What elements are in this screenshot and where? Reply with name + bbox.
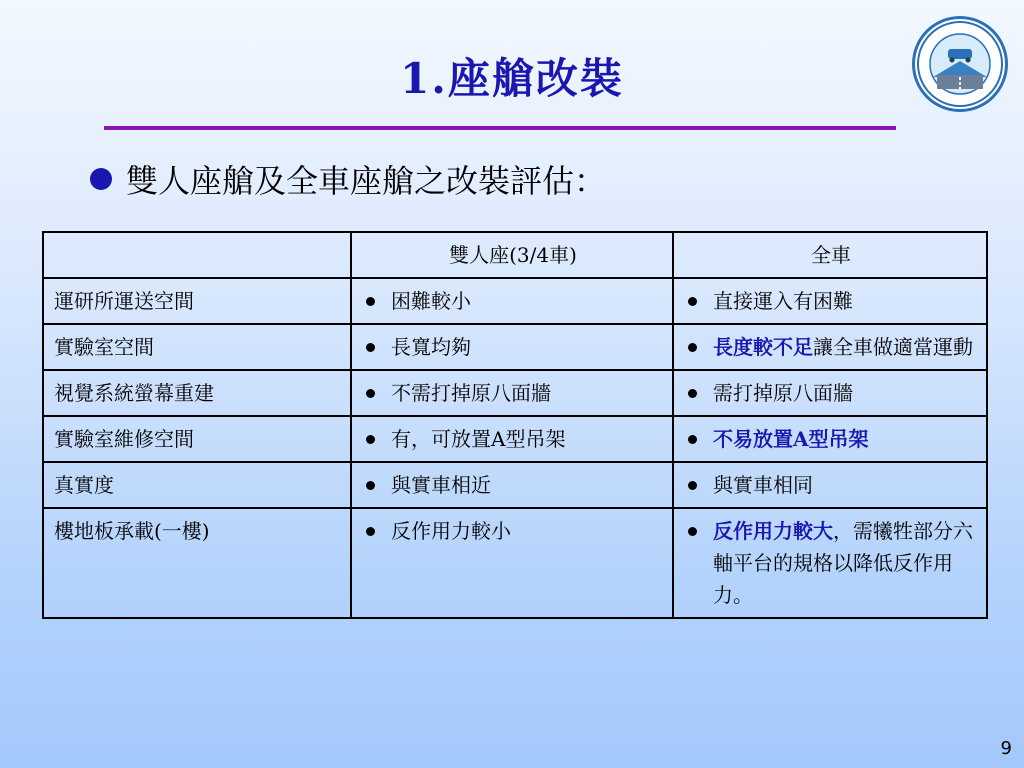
highlight-text: 長度較不足	[713, 335, 813, 359]
title-divider	[104, 126, 896, 130]
header-item	[43, 232, 351, 278]
text-segment: 與實車相近	[391, 473, 491, 497]
subtitle	[90, 156, 606, 202]
subtitle-text: 雙人座艙及全車座艙之改裝評估：	[126, 162, 607, 200]
bullet-icon	[688, 297, 697, 306]
institute-seal-icon	[912, 16, 1008, 112]
full-car-cell	[673, 416, 987, 462]
two-seat-cell	[351, 370, 673, 416]
slide-title: 1.座艙改裝	[400, 54, 624, 103]
text-segment: 長寬均夠	[391, 335, 471, 359]
row-item-label: 實驗室空間	[43, 324, 351, 370]
cell-text	[713, 469, 813, 501]
two-seat-cell	[351, 278, 673, 324]
cell-text	[391, 285, 471, 317]
text-segment: 反作用力較小	[391, 519, 511, 543]
text-segment: 需打掉原八面牆	[713, 381, 853, 405]
text-segment: 讓全車做適當運動	[813, 335, 973, 359]
full-car-cell	[673, 278, 987, 324]
row-item-label: 真實度	[43, 462, 351, 508]
cell-text	[713, 331, 973, 363]
two-seat-cell	[351, 324, 673, 370]
bullet-icon	[366, 343, 375, 352]
table-row	[43, 370, 987, 416]
full-car-cell	[673, 508, 987, 618]
table-row	[43, 462, 987, 508]
full-car-cell	[673, 462, 987, 508]
cell-text	[391, 423, 565, 455]
text-segment: 困難較小	[391, 289, 471, 313]
bullet-icon	[688, 435, 697, 444]
cell-text	[391, 331, 471, 363]
cell-text	[391, 469, 491, 501]
bullet-icon	[366, 297, 375, 306]
full-car-cell	[673, 370, 987, 416]
text-segment: 不需打掉原八面牆	[391, 381, 551, 405]
bullet-icon	[366, 527, 375, 536]
bullet-icon	[366, 435, 375, 444]
evaluation-table	[42, 231, 988, 619]
text-segment: ，需犧牲部分六軸平台的規格以降低反作用力。	[713, 519, 973, 607]
row-item-label: 樓地板承載(一樓)	[43, 508, 351, 618]
bullet-icon	[366, 481, 375, 490]
full-car-cell	[673, 324, 987, 370]
cell-text	[713, 515, 978, 611]
cell-text	[391, 515, 511, 547]
text-segment: 與實車相同	[713, 473, 813, 497]
highlight-text: 反作用力較大	[713, 519, 833, 543]
bullet-icon	[688, 343, 697, 352]
table-row	[43, 324, 987, 370]
two-seat-cell	[351, 508, 673, 618]
row-item-label: 視覺系統螢幕重建	[43, 370, 351, 416]
text-segment: 有，可放置A型吊架	[391, 427, 566, 451]
highlight-text: 不易放置A型吊架	[713, 427, 869, 451]
text-segment: 直接運入有困難	[713, 289, 853, 313]
table-header-row	[43, 232, 987, 278]
bullet-icon	[688, 389, 697, 398]
bullet-icon	[366, 389, 375, 398]
two-seat-cell	[351, 462, 673, 508]
header-full-car: 全車	[673, 232, 987, 278]
table-row	[43, 416, 987, 462]
table-row	[43, 278, 987, 324]
bullet-icon	[688, 481, 697, 490]
cell-text	[713, 423, 869, 455]
header-two-seat: 雙人座(3/4車)	[351, 232, 673, 278]
bullet-icon	[90, 168, 112, 190]
cell-text	[713, 377, 853, 409]
cell-text	[391, 377, 551, 409]
cell-text	[713, 285, 853, 317]
bullet-icon	[688, 527, 697, 536]
page-number: 9	[1000, 738, 1012, 759]
table-row	[43, 508, 987, 618]
two-seat-cell	[351, 416, 673, 462]
row-item-label: 實驗室維修空間	[43, 416, 351, 462]
row-item-label: 運研所運送空間	[43, 278, 351, 324]
